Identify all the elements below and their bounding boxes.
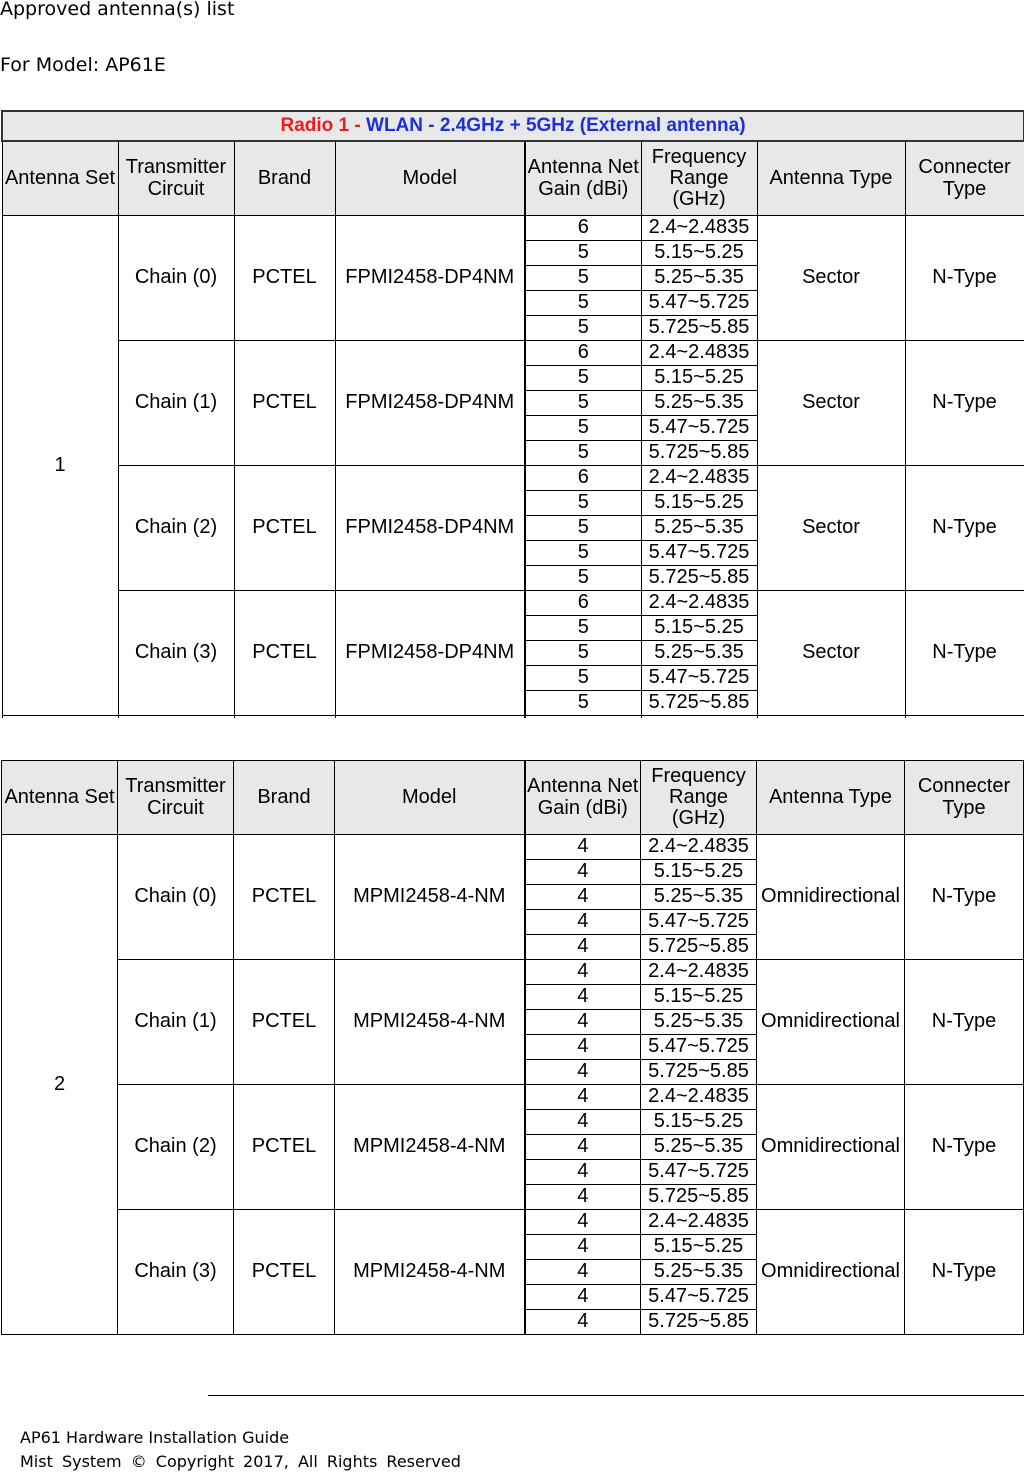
frequency-cell: 5.47~5.725 <box>641 541 757 566</box>
antenna-type-cell: Omnidirectional <box>757 1085 905 1210</box>
frequency-cell: 5.725~5.85 <box>641 1310 757 1335</box>
frequency-cell: 5.15~5.25 <box>641 491 757 516</box>
table-row <box>2 835 1024 860</box>
antenna-type-cell: Sector <box>757 216 905 341</box>
brand-cell: PCTEL <box>234 466 335 591</box>
gain-cell: 5 <box>525 541 641 566</box>
frequency-cell: 2.4~2.4835 <box>641 591 757 616</box>
header-row <box>2 141 1024 216</box>
frequency-cell: 5.725~5.85 <box>641 1185 757 1210</box>
gain-cell: 4 <box>525 985 641 1010</box>
gain-cell: 4 <box>525 885 641 910</box>
table-row <box>2 960 1024 985</box>
column-header: Connecter Type <box>905 141 1024 216</box>
document-title: Approved antenna(s) list <box>0 0 235 20</box>
connector-type-cell: N-Type <box>905 1210 1024 1335</box>
footer-guide-title: AP61 Hardware Installation Guide <box>20 1428 290 1447</box>
model-cell: MPMI2458-4-NM <box>335 835 525 960</box>
brand-cell: PCTEL <box>234 1210 335 1335</box>
connector-type-cell: N-Type <box>905 960 1024 1085</box>
antenna-type-cell: Omnidirectional <box>757 835 905 960</box>
column-header: Connecter Type <box>905 761 1024 835</box>
gain-cell: 4 <box>525 1285 641 1310</box>
gain-cell: 4 <box>525 1235 641 1260</box>
antenna-set-cell: 1 <box>2 216 118 716</box>
column-header: Model <box>335 761 525 835</box>
frequency-cell: 5.25~5.35 <box>641 266 757 291</box>
model-cell: MPMI2458-4-NM <box>335 960 525 1085</box>
gain-cell: 4 <box>525 935 641 960</box>
transmitter-circuit-cell: Chain (1) <box>118 960 234 1085</box>
frequency-cell: 2.4~2.4835 <box>641 341 757 366</box>
gain-cell: 6 <box>525 216 641 241</box>
connector-type-cell: N-Type <box>905 466 1024 591</box>
gain-cell: 5 <box>525 516 641 541</box>
gain-cell: 6 <box>525 591 641 616</box>
gain-cell: 5 <box>525 566 641 591</box>
gain-cell: 4 <box>525 1060 641 1085</box>
transmitter-circuit-cell: Chain (0) <box>118 216 234 341</box>
gain-cell: 6 <box>525 341 641 366</box>
footer-copyright: Mist System © Copyright 2017, All Rights Reserved <box>20 1452 461 1471</box>
transmitter-circuit-cell: Chain (2) <box>118 1085 234 1210</box>
gain-cell: 5 <box>525 241 641 266</box>
model-cell: FPMI2458-DP4NM <box>335 591 525 716</box>
column-header: Transmitter Circuit <box>118 761 234 835</box>
frequency-cell: 5.15~5.25 <box>641 985 757 1010</box>
transmitter-circuit-cell: Chain (2) <box>118 466 234 591</box>
frequency-cell: 5.725~5.85 <box>641 935 757 960</box>
table-row <box>2 466 1024 491</box>
brand-cell: PCTEL <box>234 960 335 1085</box>
connector-type-cell: N-Type <box>905 341 1024 466</box>
table-title <box>2 111 1024 141</box>
gain-cell: 5 <box>525 691 641 716</box>
column-header: Antenna Type <box>757 141 905 216</box>
frequency-cell: 5.47~5.725 <box>641 1160 757 1185</box>
frequency-cell: 5.15~5.25 <box>641 1235 757 1260</box>
antenna-set-cell: 2 <box>2 835 118 1335</box>
column-header: Antenna Net Gain (dBi) <box>525 761 641 835</box>
frequency-cell: 5.25~5.35 <box>641 885 757 910</box>
gain-cell: 4 <box>525 1110 641 1135</box>
transmitter-circuit-cell: Chain (3) <box>118 591 234 716</box>
brand-cell: PCTEL <box>234 1085 335 1210</box>
frequency-cell: 5.47~5.725 <box>641 416 757 441</box>
column-header: Brand <box>234 761 335 835</box>
connector-type-cell: N-Type <box>905 1085 1024 1210</box>
gain-cell: 5 <box>525 616 641 641</box>
gain-cell: 5 <box>525 416 641 441</box>
gain-cell: 5 <box>525 641 641 666</box>
frequency-cell: 5.725~5.85 <box>641 441 757 466</box>
table-row <box>2 1085 1024 1110</box>
antenna-type-cell: Sector <box>757 341 905 466</box>
column-header: Frequency Range (GHz) <box>641 141 757 216</box>
frequency-cell: 5.47~5.725 <box>641 1285 757 1310</box>
gain-cell: 5 <box>525 491 641 516</box>
model-cell: FPMI2458-DP4NM <box>335 216 525 341</box>
antenna-type-cell: Omnidirectional <box>757 1210 905 1335</box>
antenna-table-set-2 <box>1 760 1024 1335</box>
table-row <box>2 1210 1024 1235</box>
gain-cell: 5 <box>525 391 641 416</box>
model-cell: FPMI2458-DP4NM <box>335 466 525 591</box>
table-row <box>2 341 1024 366</box>
table-title-radio: Radio 1 - <box>280 114 367 136</box>
gain-cell: 4 <box>525 835 641 860</box>
gain-cell: 4 <box>525 860 641 885</box>
model-cell: MPMI2458-4-NM <box>335 1085 525 1210</box>
frequency-cell: 2.4~2.4835 <box>641 1085 757 1110</box>
connector-type-cell: N-Type <box>905 591 1024 716</box>
gain-cell: 4 <box>525 1035 641 1060</box>
column-header: Antenna Set <box>2 761 118 835</box>
transmitter-circuit-cell: Chain (1) <box>118 341 234 466</box>
connector-type-cell: N-Type <box>905 216 1024 341</box>
column-header: Antenna Type <box>757 761 905 835</box>
frequency-cell: 5.47~5.725 <box>641 910 757 935</box>
gain-cell: 4 <box>525 960 641 985</box>
column-header: Brand <box>234 141 335 216</box>
footer-divider <box>208 1395 1024 1396</box>
header-row <box>2 761 1024 835</box>
gain-cell: 4 <box>525 1185 641 1210</box>
frequency-cell: 5.25~5.35 <box>641 391 757 416</box>
frequency-cell: 5.15~5.25 <box>641 241 757 266</box>
gain-cell: 4 <box>525 1135 641 1160</box>
model-line: For Model: AP61E <box>0 54 166 76</box>
table-row <box>2 216 1024 241</box>
frequency-cell: 5.25~5.35 <box>641 1010 757 1035</box>
column-header: Antenna Net Gain (dBi) <box>525 141 641 216</box>
brand-cell: PCTEL <box>234 591 335 716</box>
table-title-wlan: WLAN - 2.4GHz + 5GHz (External antenna) <box>366 114 746 136</box>
frequency-cell: 5.725~5.85 <box>641 566 757 591</box>
antenna-table-radio-1 <box>1 110 1024 718</box>
column-header: Transmitter Circuit <box>118 141 234 216</box>
transmitter-circuit-cell: Chain (3) <box>118 1210 234 1335</box>
gain-cell: 5 <box>525 366 641 391</box>
column-header: Antenna Set <box>2 141 118 216</box>
gain-cell: 4 <box>525 1210 641 1235</box>
gain-cell: 5 <box>525 291 641 316</box>
frequency-cell: 5.25~5.35 <box>641 1260 757 1285</box>
frequency-cell: 5.725~5.85 <box>641 316 757 341</box>
frequency-cell: 2.4~2.4835 <box>641 466 757 491</box>
gain-cell: 4 <box>525 1260 641 1285</box>
frequency-cell: 5.725~5.85 <box>641 1060 757 1085</box>
transmitter-circuit-cell: Chain (0) <box>118 835 234 960</box>
frequency-cell: 5.47~5.725 <box>641 291 757 316</box>
frequency-cell: 2.4~2.4835 <box>641 1210 757 1235</box>
gain-cell: 4 <box>525 1160 641 1185</box>
frequency-cell: 5.47~5.725 <box>641 666 757 691</box>
frequency-cell: 2.4~2.4835 <box>641 960 757 985</box>
frequency-cell: 5.15~5.25 <box>641 616 757 641</box>
frequency-cell: 5.25~5.35 <box>641 641 757 666</box>
gain-cell: 4 <box>525 1085 641 1110</box>
antenna-type-cell: Sector <box>757 591 905 716</box>
brand-cell: PCTEL <box>234 341 335 466</box>
gain-cell: 5 <box>525 666 641 691</box>
model-cell: MPMI2458-4-NM <box>335 1210 525 1335</box>
column-header: Frequency Range (GHz) <box>641 761 757 835</box>
connector-type-cell: N-Type <box>905 835 1024 960</box>
frequency-cell: 5.25~5.35 <box>641 516 757 541</box>
gain-cell: 5 <box>525 441 641 466</box>
frequency-cell: 2.4~2.4835 <box>641 216 757 241</box>
brand-cell: PCTEL <box>234 216 335 341</box>
frequency-cell: 5.725~5.85 <box>641 691 757 716</box>
brand-cell: PCTEL <box>234 835 335 960</box>
frequency-cell: 2.4~2.4835 <box>641 835 757 860</box>
frequency-cell: 5.15~5.25 <box>641 1110 757 1135</box>
gain-cell: 4 <box>525 1010 641 1035</box>
gain-cell: 4 <box>525 910 641 935</box>
gain-cell: 5 <box>525 266 641 291</box>
frequency-cell: 5.15~5.25 <box>641 860 757 885</box>
column-header: Model <box>335 141 525 216</box>
antenna-type-cell: Sector <box>757 466 905 591</box>
antenna-type-cell: Omnidirectional <box>757 960 905 1085</box>
gain-cell: 5 <box>525 316 641 341</box>
frequency-cell: 5.15~5.25 <box>641 366 757 391</box>
frequency-cell: 5.47~5.725 <box>641 1035 757 1060</box>
gain-cell: 6 <box>525 466 641 491</box>
table-row <box>2 591 1024 616</box>
model-cell: FPMI2458-DP4NM <box>335 341 525 466</box>
gain-cell: 4 <box>525 1310 641 1335</box>
frequency-cell: 5.25~5.35 <box>641 1135 757 1160</box>
